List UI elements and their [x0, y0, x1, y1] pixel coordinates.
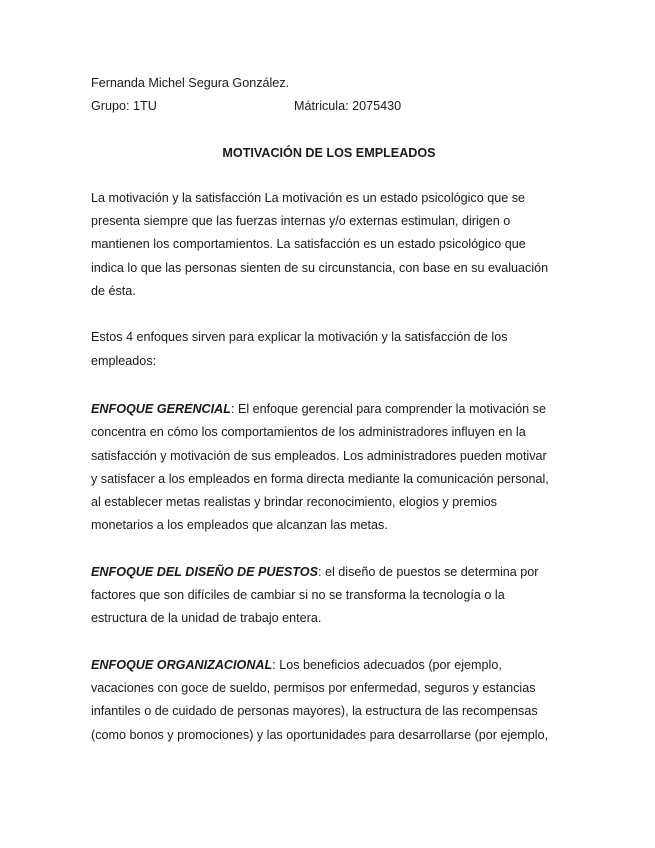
- paragraph-line: [91, 654, 567, 677]
- paragraph-line: al establecer metas realistas y brindar reconocimiento, elogios y premios: [91, 495, 497, 510]
- paragraph-line: factores que son difíciles de cambiar si no se transforma la tecnología o la: [91, 588, 505, 603]
- paragraph-line: presenta siempre que las fuerzas internas y/o externas estimulan, dirigen o: [91, 214, 511, 229]
- paragraph-line: (como bonos y promociones) y las oportunidades para desarrollarse (por ejemplo,: [91, 727, 549, 742]
- paragraph-line: vacaciones con goce de sueldo, permisos por enfermedad, seguros y estancias: [91, 680, 536, 695]
- document-content: [91, 72, 567, 770]
- section-first-line: : el diseño de puestos se determina por: [317, 564, 539, 579]
- paragraph-line: Estos 4 enfoques sirven para explicar la motivación y la satisfacción de los: [91, 330, 508, 345]
- group-label: Grupo: 1TU: [91, 99, 157, 114]
- approaches-intro-paragraph: [91, 326, 567, 373]
- paragraph-line: estructura de la unidad de trabajo entera.: [91, 611, 322, 626]
- paragraph-line: indica lo que las personas sienten de su circunstancia, con base en su evaluación: [91, 260, 549, 275]
- paragraph-line: [91, 398, 567, 421]
- document-title: MOTIVACIÓN DE LOS EMPLEADOS: [222, 145, 436, 160]
- paragraph-line: La motivación y la satisfacción La motivación es un estado psicológico que se: [91, 190, 526, 205]
- paragraph-line: concentra en cómo los comportamientos de los administradores influyen en la: [91, 425, 526, 440]
- intro-paragraph: [91, 187, 567, 303]
- paragraph-line: empleados:: [91, 353, 157, 368]
- enrollment-label: Mátricula: 2075430: [294, 99, 402, 114]
- section-first-line: : Los beneficios adecuados (por ejemplo,: [272, 657, 502, 672]
- paragraph-line: infantiles o de cuidado de personas mayores), la estructura de las recompensas: [91, 704, 538, 719]
- paragraph-line: [91, 561, 567, 584]
- paragraph-line: monetarios a los empleados que alcanzan las metas.: [91, 518, 388, 533]
- section-heading: ENFOQUE ORGANIZACIONAL: [91, 657, 273, 672]
- paragraph-line: y satisfacer a los empleados en forma directa mediante la comunicación personal,: [91, 471, 549, 486]
- section-heading: ENFOQUE DEL DISEÑO DE PUESTOS: [91, 564, 318, 579]
- paragraph-line: mantienen los comportamientos. La satisfacción es un estado psicológico que: [91, 237, 526, 252]
- paragraph-line: de ésta.: [91, 284, 136, 299]
- section-heading: ENFOQUE GERENCIAL: [91, 401, 231, 416]
- paragraph-line: satisfacción y motivación de sus empleados. Los administradores pueden motivar: [91, 448, 547, 463]
- section-gerencial: [91, 398, 567, 538]
- section-organizacional: [91, 654, 567, 747]
- student-name: Fernanda Michel Segura González.: [91, 76, 290, 90]
- section-first-line: : El enfoque gerencial para comprender la motivación se: [230, 401, 546, 416]
- section-diseno-puestos: [91, 561, 567, 631]
- student-info-row: [91, 95, 567, 118]
